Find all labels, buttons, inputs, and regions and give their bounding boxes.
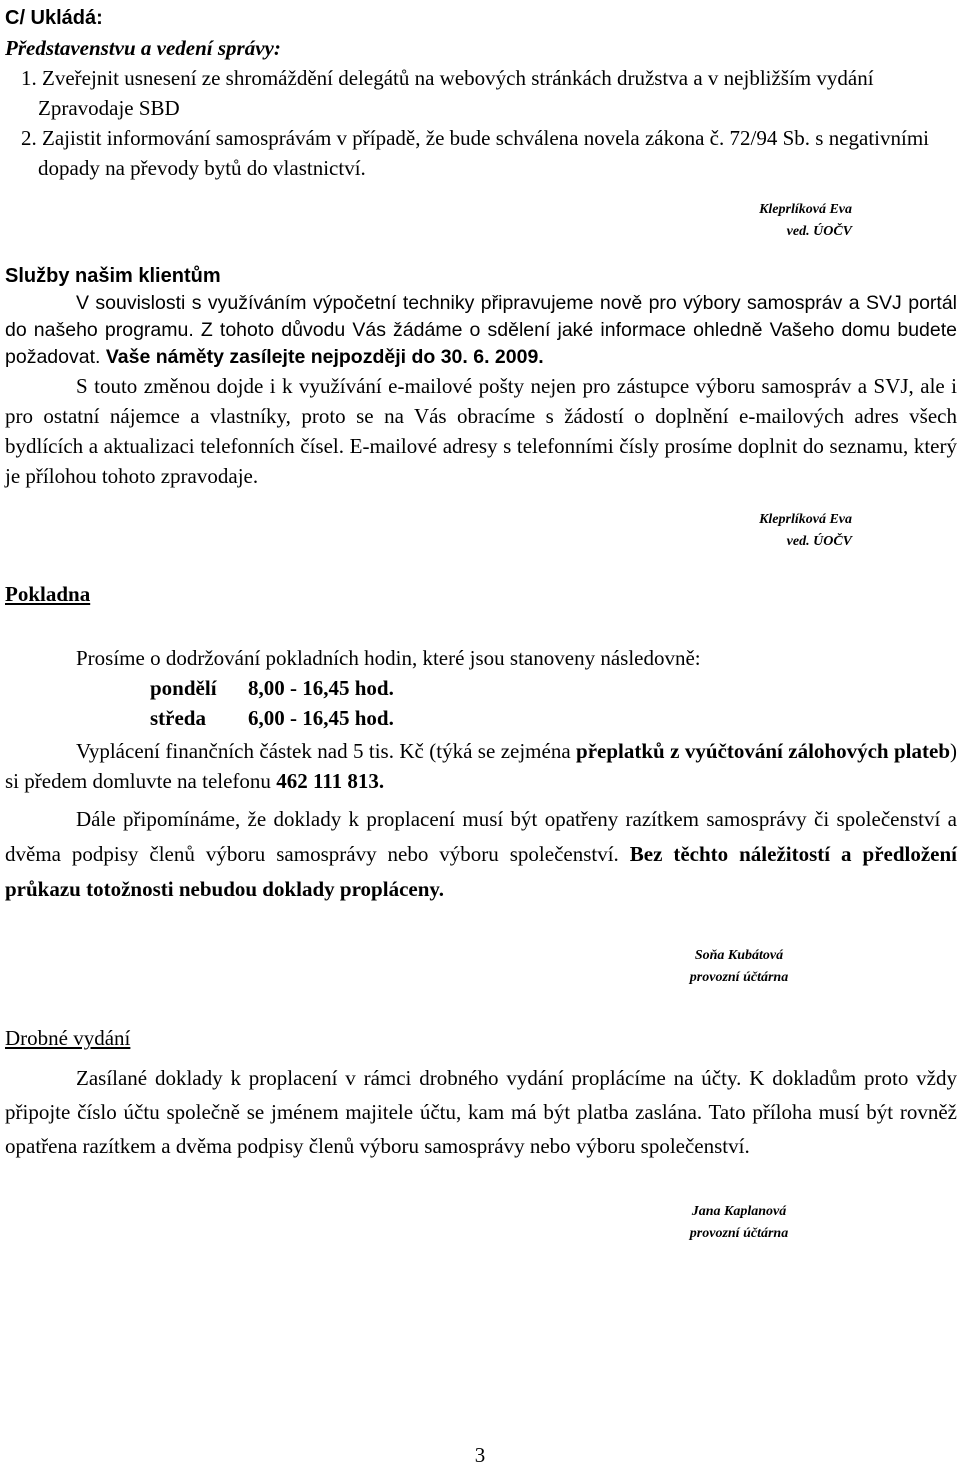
paragraph: Prosíme o dodržování pokladních hodin, které jsou stanoveny následovně:	[76, 646, 701, 670]
signature-role: ved. ÚOČV	[786, 224, 852, 239]
signature-block	[629, 1201, 957, 1245]
paragraph-text: Dále připomínáme, že doklady k proplacení musí být opatřeny razítkem samosprávy či společenství a dvěma podpisy členů výboru samosprávy nebo výboru společenství.	[5, 807, 957, 866]
schedule-day: středa	[150, 706, 206, 730]
task-list	[5, 63, 957, 183]
signature-role: ved. ÚOČV	[786, 534, 852, 549]
signature-block	[629, 945, 957, 989]
signature-name: Soňa Kubátová	[694, 948, 784, 963]
document-page	[5, 0, 957, 1245]
list-item: 1. Zveřejnit usnesení ze shromáždění delegátů na webových stránkách družstva a v nejbližším vydání Zpravodaje SBD	[21, 66, 874, 120]
signature-role: provozní účtárna	[689, 1226, 789, 1241]
paragraph-text: V souvislosti s využíváním výpočetní techniky připravujeme nově pro výbory samospráv a SVJ portál do našeho programu. Z tohoto důvodu Vás žádáme o sdělení jaké informace ohledně Vašeho domu budete požadovat.	[5, 292, 957, 368]
schedule-hours: 8,00 - 16,45 hod.	[248, 676, 394, 700]
schedule-day: pondělí	[150, 676, 217, 700]
section-heading-sluzby: Služby našim klientům	[5, 265, 221, 287]
schedule-row	[5, 703, 957, 733]
section-heading-pokladna: Pokladna	[5, 582, 91, 606]
highlight-text: přeplatků z vyúčtování zálohových plateb	[576, 739, 950, 763]
section-subheading: Představenstvu a vedení správy:	[5, 36, 281, 60]
paragraph: S touto změnou dojde i k využívání e-mailové pošty nejen pro zástupce výboru samospráv a SVJ, ale i pro ostatní nájemce a vlastníky, proto se na Vás obracíme s žádostí o doplnění e-mailových adres všech bydlících a aktualizaci telefonních čísel. E-mailové adresy s telefonními čísly prosíme doplnit do seznamu, který je přílohou tohoto zpravodaje.	[5, 374, 957, 488]
highlight-text: Bez těchto náležitostí a předložení průkazu totožnosti nebudou doklady propláceny.	[5, 842, 958, 901]
paragraph-text: Vyplácení finančních částek nad 5 tis. Kč (týká se zejména	[76, 739, 577, 763]
paragraph: Zasílané doklady k proplacení v rámci drobného vydání proplácíme na účty. K dokladům proto vždy připojte číslo účtu společně se jménem majitele účtu, kam má být platba zaslána. Tato příloha musí být rovněž opatřena razítkem a dvěma podpisy členů výboru samosprávy nebo výboru společenství.	[5, 1066, 957, 1158]
signature-block	[5, 199, 957, 243]
paragraph	[5, 290, 957, 371]
signature-name: Kleprlíková Eva	[759, 512, 852, 527]
paragraph	[5, 802, 957, 907]
signature-block	[5, 509, 957, 553]
list-item: 2. Zajistit informování samosprávám v případě, že bude schválena novela zákona č. 72/94 Sb. s negativními dopady na převody bytů do vlastnictví.	[21, 126, 930, 180]
section-heading-drobne: Drobné vydání	[5, 1026, 131, 1050]
deadline-text: Vaše náměty zasílejte nejpozději do 30. 6. 2009.	[105, 346, 544, 368]
signature-role: provozní účtárna	[689, 970, 789, 985]
signature-name: Jana Kaplanová	[691, 1204, 787, 1219]
section-heading-ukoly: C/ Ukládá:	[5, 7, 103, 29]
phone-number: 462 111 813.	[276, 769, 385, 793]
page-number: 3	[474, 1443, 486, 1467]
schedule-hours: 6,00 - 16,45 hod.	[248, 706, 394, 730]
signature-name: Kleprlíková Eva	[759, 202, 852, 217]
schedule-row	[5, 673, 957, 703]
paragraph	[5, 736, 957, 796]
paragraph-text: ) si předem domluvte na telefonu	[5, 739, 957, 793]
